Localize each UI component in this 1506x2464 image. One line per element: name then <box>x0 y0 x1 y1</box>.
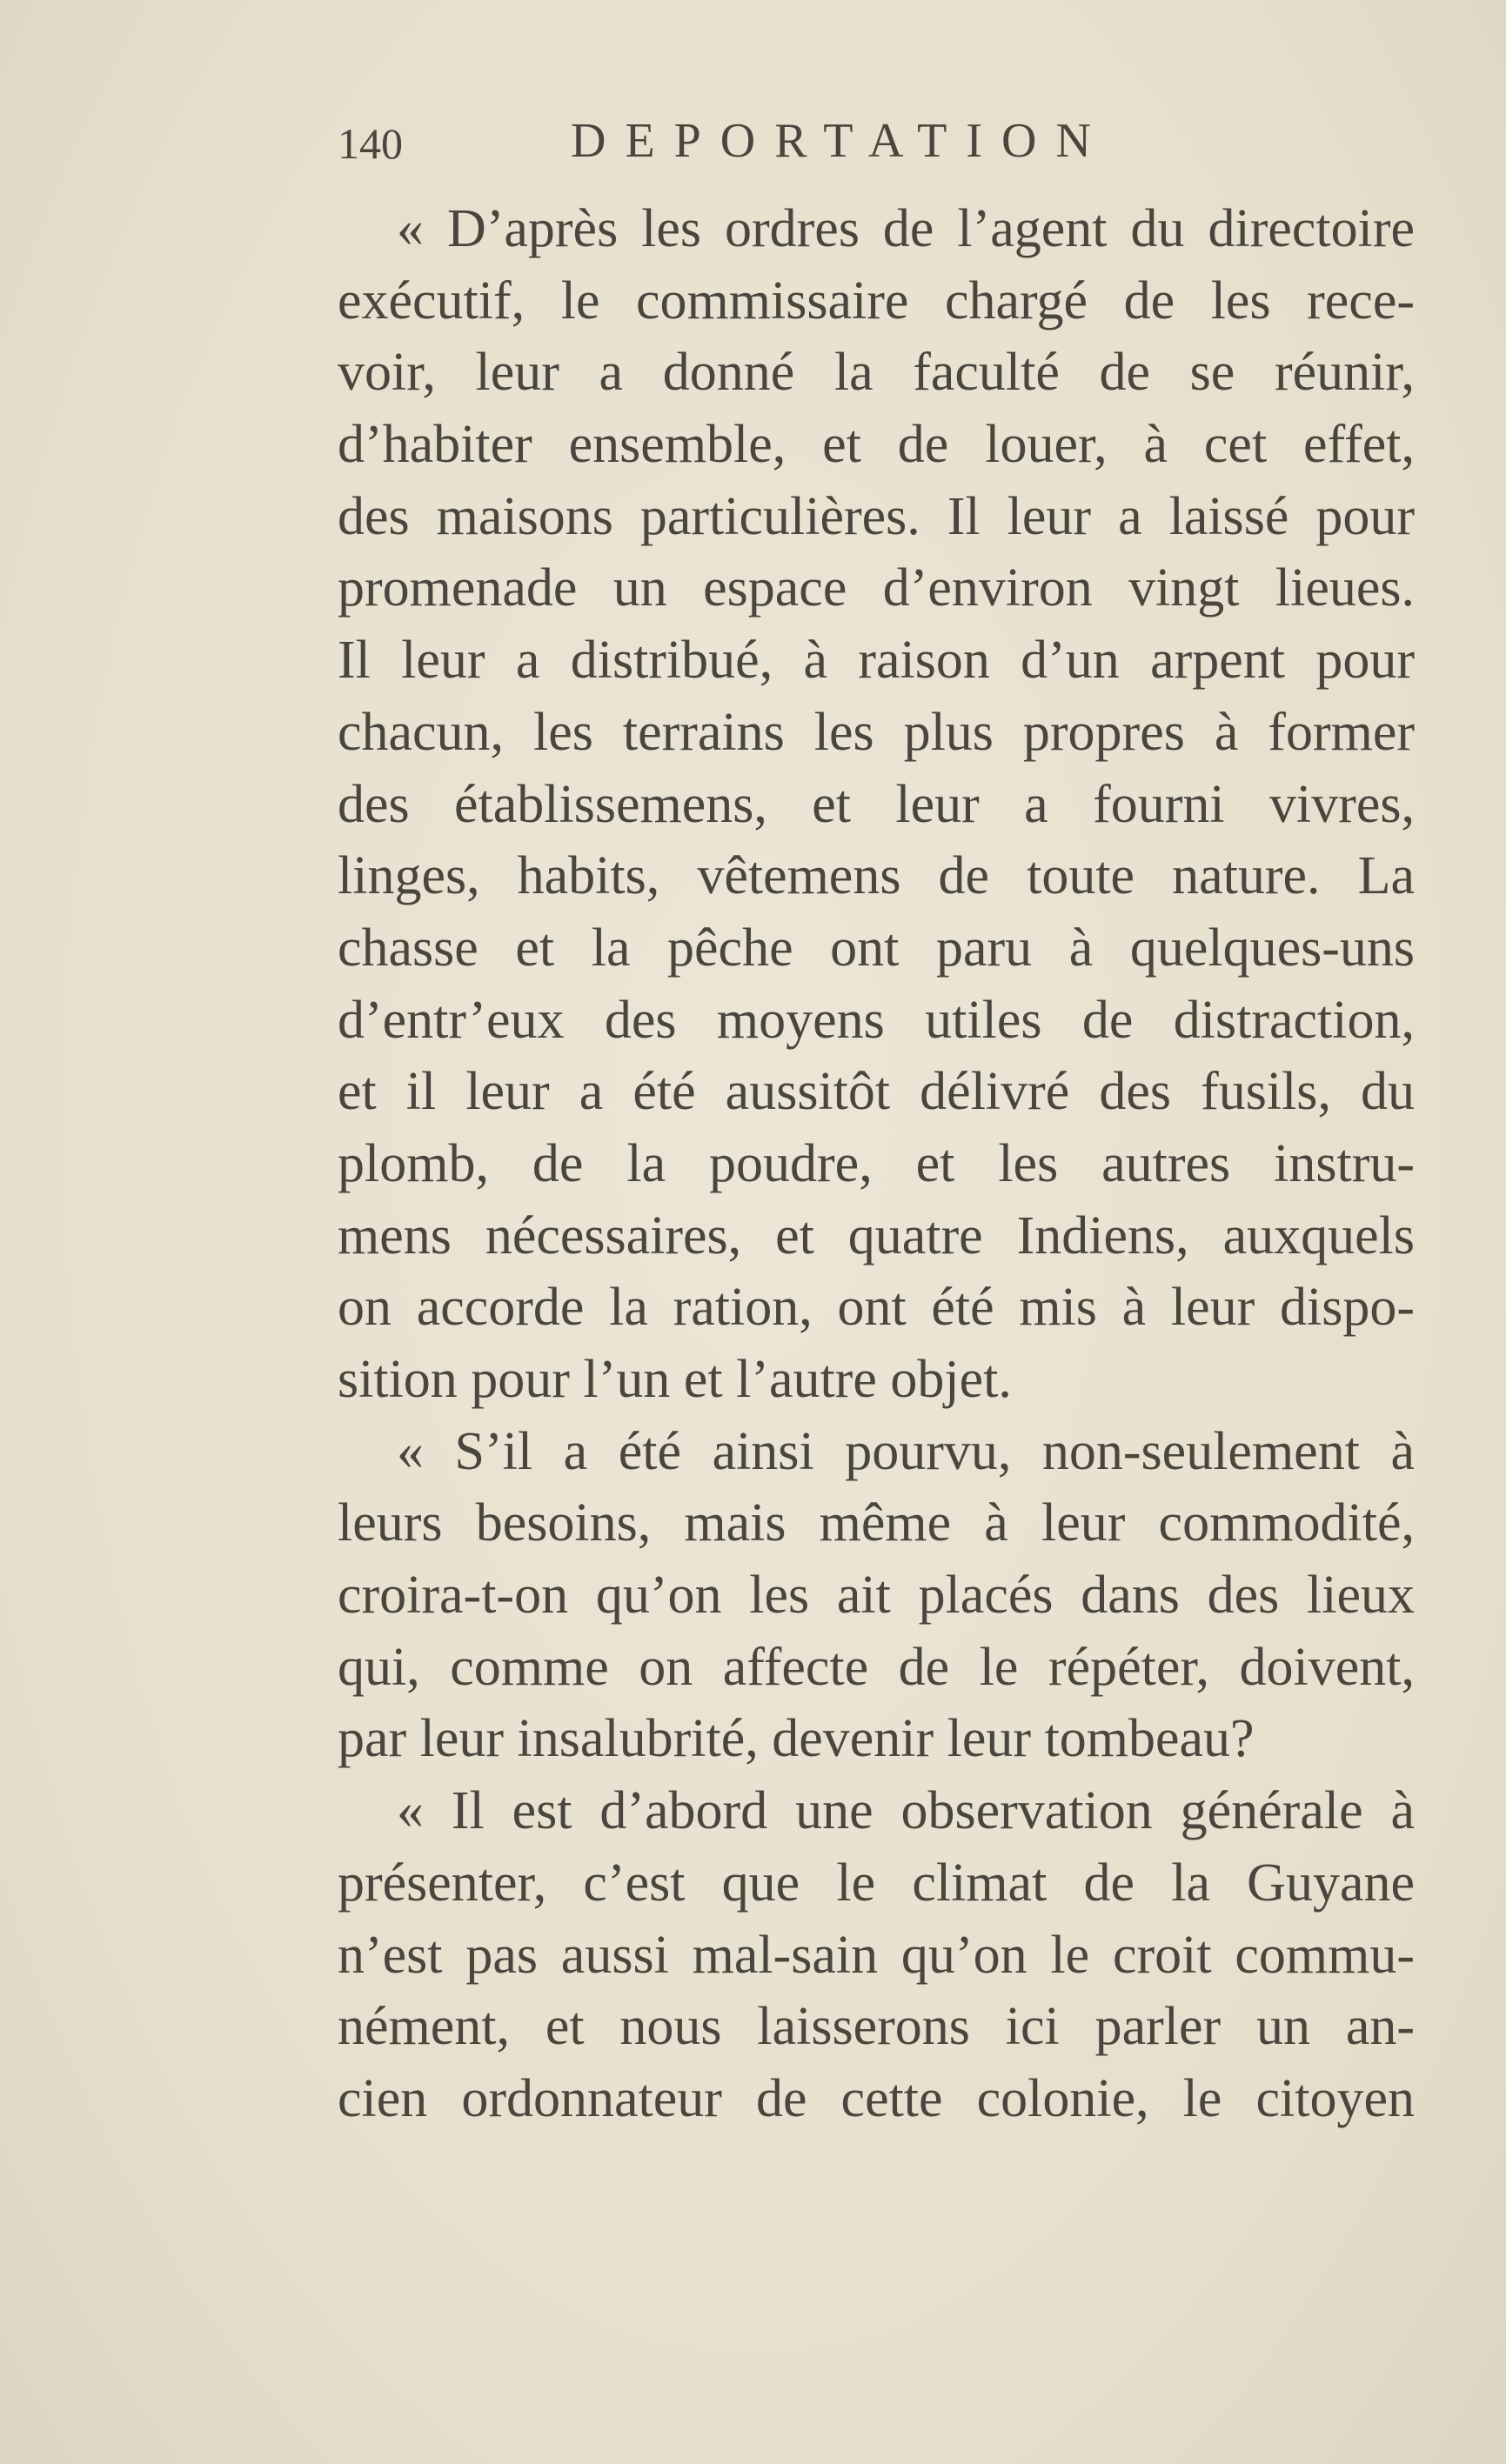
text-line: « S’il a été ainsi pourvu, non-seulement à <box>397 1421 1415 1481</box>
text-line: qui, comme on affecte de le répéter, doivent, <box>338 1637 1415 1697</box>
text-line: croira-t-on qu’on les ait placés dans des lieux <box>338 1566 1415 1626</box>
body-text <box>338 193 1415 2135</box>
text-line: présenter, c’est que le climat de la Guyane <box>338 1853 1415 1913</box>
text-line: chasse et la pêche ont paru à quelques-uns <box>338 918 1415 978</box>
running-header <box>338 113 1208 183</box>
text-line: nément, et nous laisserons ici parler un an- <box>338 1997 1415 2057</box>
text-line: cien ordonnateur de cette colonie, le citoyen <box>338 2068 1415 2128</box>
text-line: d’habiter ensemble, et de louer, à cet effet, <box>338 415 1415 475</box>
text-line: Il leur a distribué, à raison d’un arpent pour <box>338 631 1415 691</box>
text-line: des maisons particulières. Il leur a laissé pour <box>338 486 1415 546</box>
page-number: 140 <box>338 119 403 168</box>
text-line: exécutif, le commissaire chargé de les rece- <box>338 270 1415 331</box>
text-line: promenade un espace d’environ vingt lieues. <box>338 558 1415 618</box>
text-line: on accorde la ration, ont été mis à leur dispo- <box>338 1278 1415 1338</box>
text-line: n’est pas aussi mal-sain qu’on le croit commu- <box>338 1925 1415 1985</box>
text-line: leurs besoins, mais même à leur commodité, <box>338 1493 1415 1553</box>
text-line: chacun, les terrains les plus propres à former <box>338 702 1415 762</box>
text-line: d’entr’eux des moyens utiles de distraction, <box>338 990 1415 1050</box>
text-line: voir, leur a donné la faculté de se réunir, <box>338 343 1415 403</box>
text-line: mens nécessaires, et quatre Indiens, auxquels <box>338 1205 1415 1265</box>
text-line: plomb, de la poudre, et les autres instru- <box>338 1133 1415 1193</box>
text-line: des établissemens, et leur a fourni vivres, <box>338 774 1415 834</box>
text-line: par leur insalubrité, devenir leur tombeau? <box>338 1709 1255 1769</box>
text-line: et il leur a été aussitôt délivré des fusils, du <box>338 1062 1415 1122</box>
running-title: DEPORTATION <box>571 114 1110 168</box>
text-line: sition pour l’un et l’autre objet. <box>338 1350 1012 1409</box>
text-line: linges, habits, vêtemens de toute nature. La <box>338 846 1415 906</box>
text-line: « D’après les ordres de l’agent du directoire <box>397 199 1415 258</box>
text-line: « Il est d’abord une observation générale à <box>397 1781 1415 1841</box>
